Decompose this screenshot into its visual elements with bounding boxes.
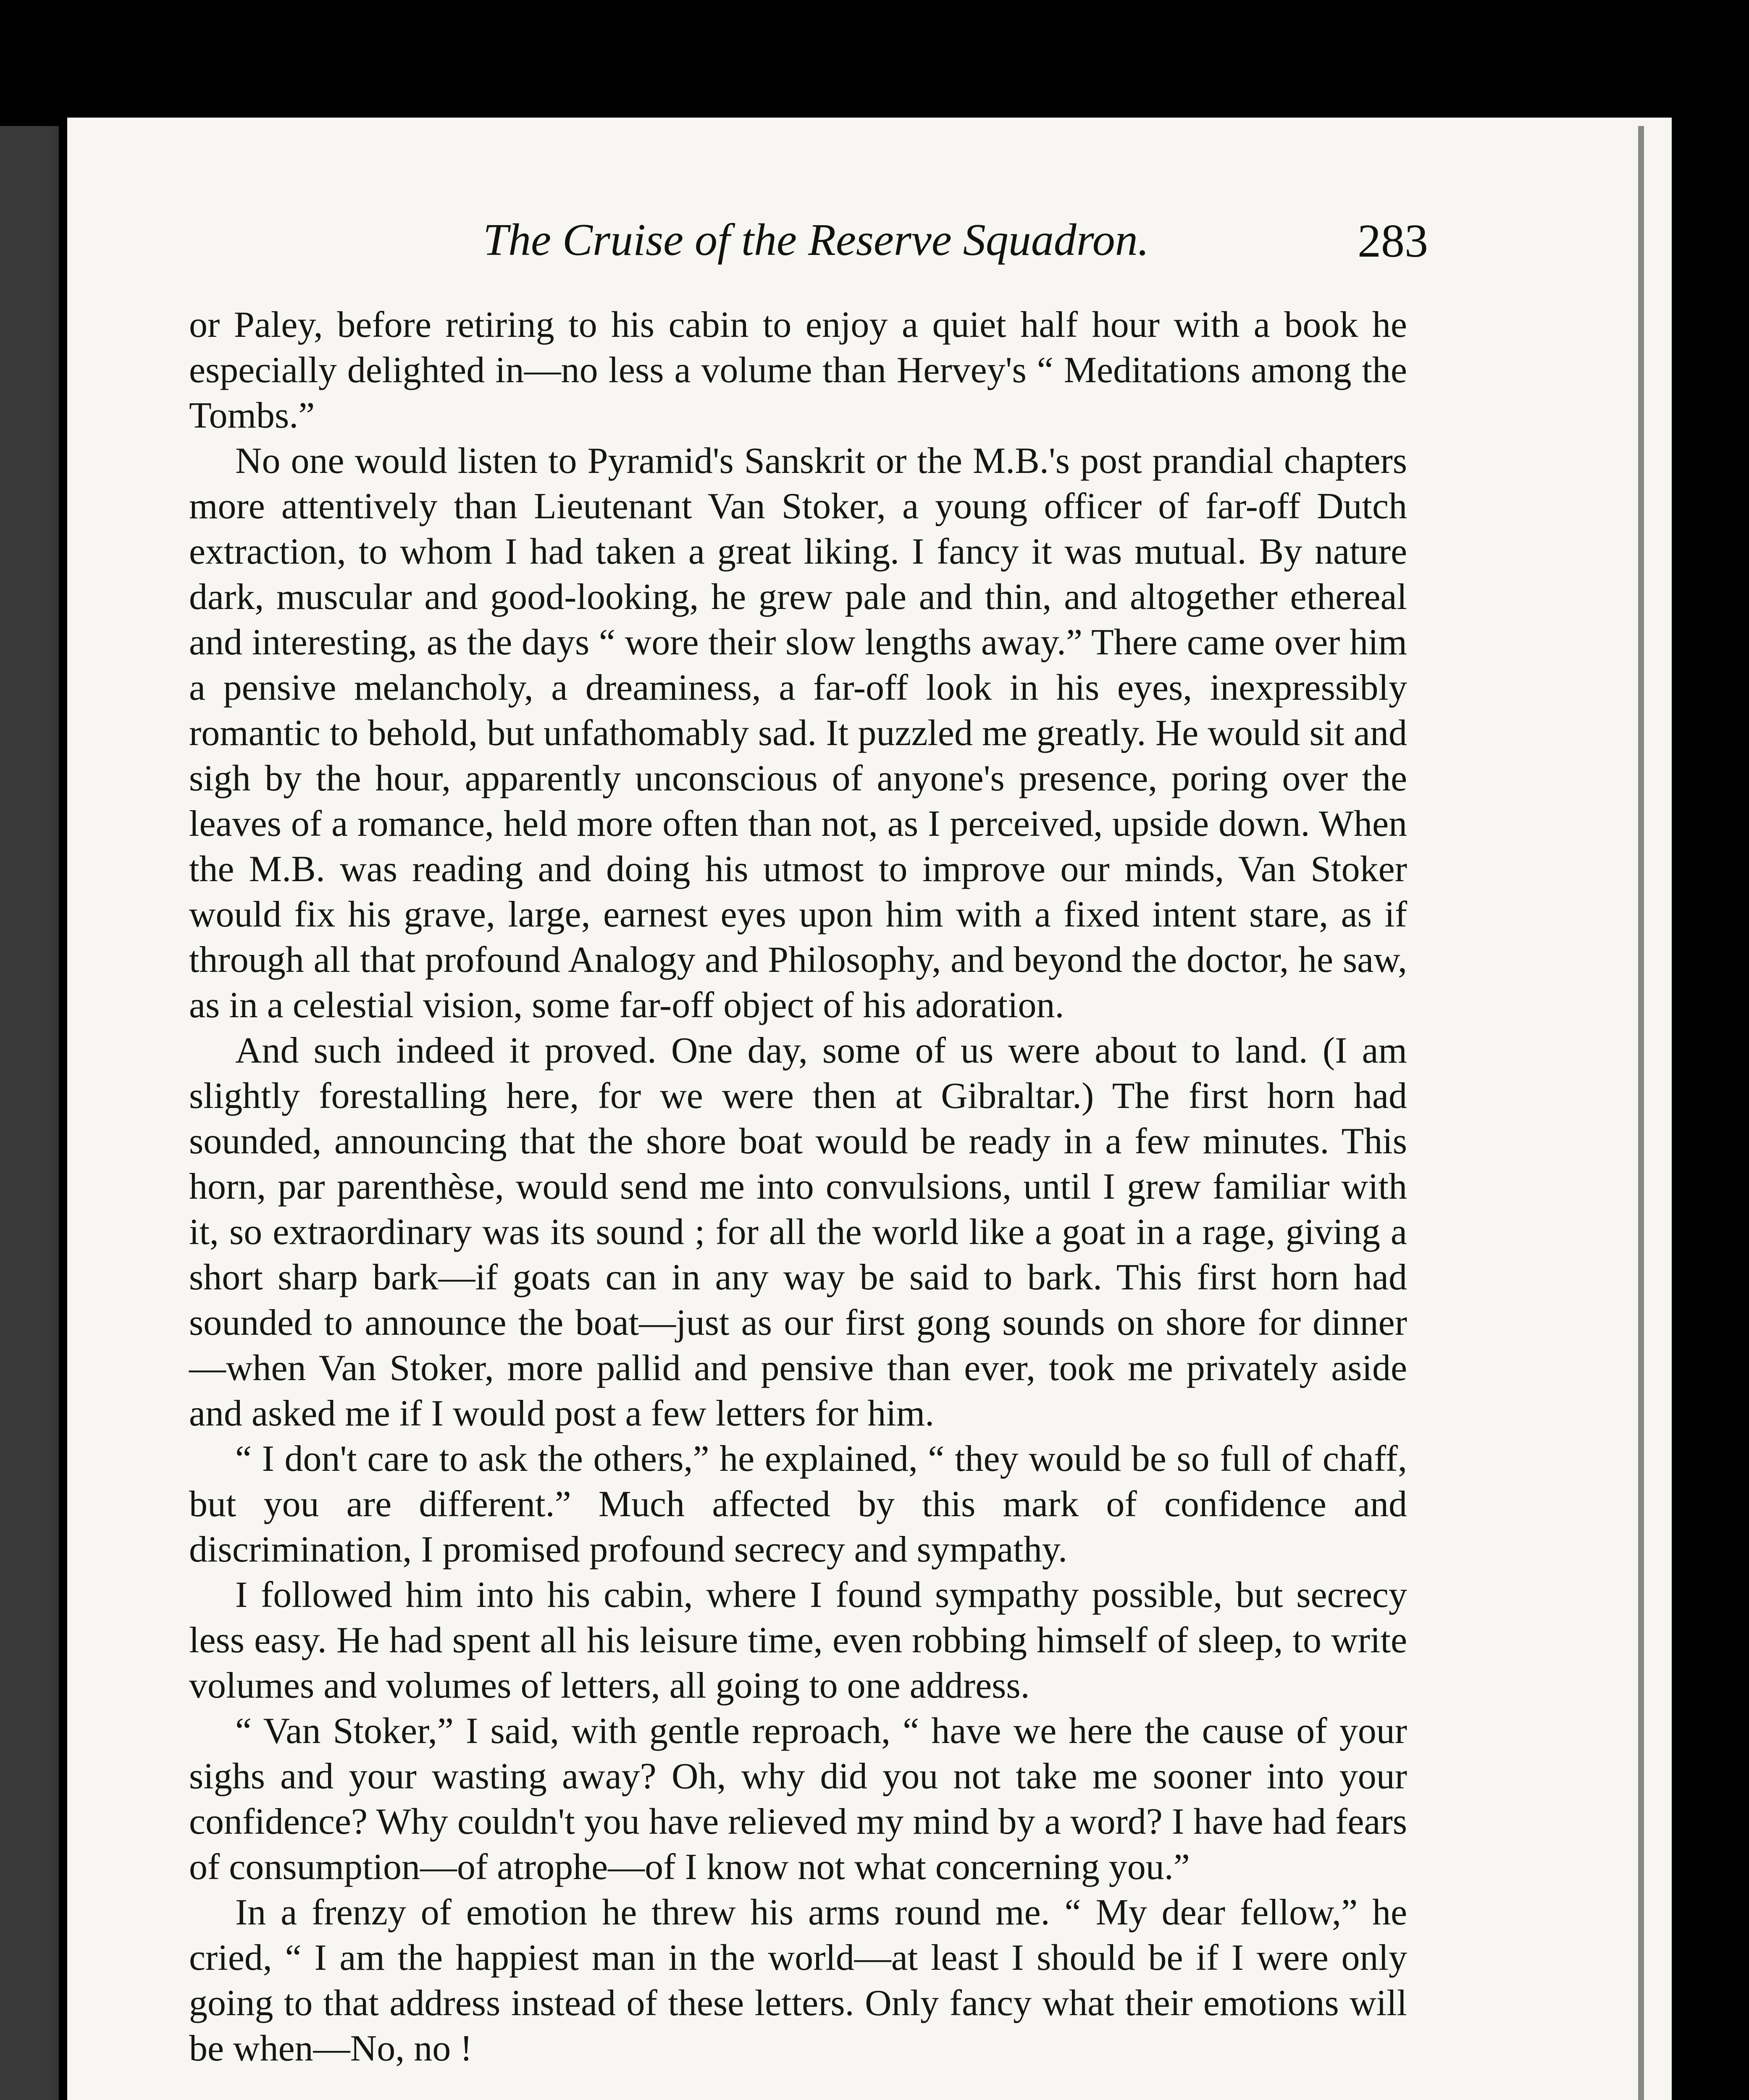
- running-title: The Cruise of the Reserve Squadron.: [483, 215, 1149, 265]
- paragraph: “ Van Stoker,” I said, with gentle reproach, “ have we here the cause of your sighs and your wasting away? Oh, why did you not take me sooner into your confidence? Why couldn't you have relieved my mind by a word? I have had fears of consumption—of atrophe—of I know not what concerning you.”: [189, 1711, 1407, 1887]
- paragraph: In a frenzy of emotion he threw his arms round me. “ My dear fellow,” he cried, “ I am the happiest man in the world—at least I should be if I were only going to that address instead of these letters. Only fancy what their emotions will be when—No, no !: [189, 1892, 1407, 2069]
- paragraph: I followed him into his cabin, where I found sympathy possible, but secrecy less easy. He had spent all his leisure time, even robbing himself of sleep, to write volumes and volumes of letters, all going to one address.: [189, 1575, 1407, 1706]
- paragraph: No one would listen to Pyramid's Sanskrit or the M.B.'s post prandial chapters more attentively than Lieutenant Van Stoker, a young officer of far-off Dutch extraction, to whom I had taken a great liking. I fancy it was mutual. By nature dark, muscular and good-looking, he grew pale and thin, and altogether ethereal and interesting, as the days “ wore their slow lengths away.” There came over him a pensive melancholy, a dreaminess, a far-off look in his eyes, inexpressibly romantic to behold, but unfathomably sad. It puzzled me greatly. He would sit and sigh by the hour, apparently unconscious of anyone's presence, poring over the leaves of a romance, held more often than not, as I perceived, upside down. When the M.B. was reading and doing his utmost to improve our minds, Van Stoker would fix his grave, large, earnest eyes upon him with a fixed intent stare, as if through all that profound Analogy and Philosophy, and beyond the doctor, he saw, as in a celestial vision, some far-off object of his adoration.: [189, 441, 1407, 1026]
- facing-page-edge: [0, 126, 59, 2100]
- paragraph: And such indeed it proved. One day, some of us were about to land. (I am slightly forestalling here, for we were then at Gibraltar.) The first horn had sounded, announcing that the shore boat would be ready in a few minutes. This horn, par parenthèse, would send me into convulsions, until I grew familiar with it, so extraordinary was its sound ; for all the world like a goat in a rage, giving a short sharp bark—if goats can in any way be said to bark. This first horn had sounded to announce the boat—just as our first gong sounds on shore for dinner—when Van Stoker, more pallid and pensive than ever, took me privately aside and asked me if I would post a few letters for him.: [189, 1030, 1407, 1434]
- body-text: [189, 302, 1407, 2071]
- page-edge-shadow: [1638, 126, 1644, 2100]
- running-header: [126, 202, 1428, 294]
- paragraph: or Paley, before retiring to his cabin to enjoy a quiet half hour with a book he especially delighted in—no less a volume than Hervey's “ Meditations among the Tombs.”: [189, 304, 1407, 436]
- paragraph: “ I don't care to ask the others,” he explained, “ they would be so full of chaff, but you are different.” Much affected by this mark of confidence and discrimination, I promised profound secrecy and sympathy.: [189, 1438, 1407, 1570]
- page-number: 283: [1358, 215, 1428, 267]
